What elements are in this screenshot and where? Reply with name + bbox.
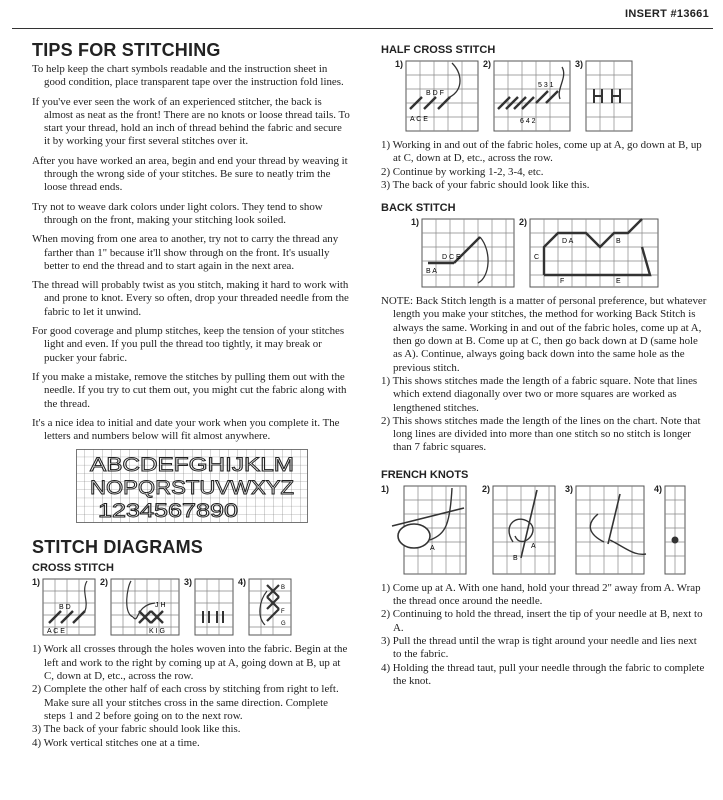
svg-text:C: C [534, 254, 540, 262]
fig-number: 4) [238, 577, 247, 588]
french-fig-2 [482, 484, 561, 576]
french-fig-1 [381, 484, 478, 576]
french-fig-4 [654, 484, 687, 576]
step: 1) Work all crosses through the holes woven into the fabric. Begin at the left and work to the right by coming up at A, going down at B, up at C, down at D, etc., across the row. [32, 643, 348, 683]
tip-paragraph: For good coverage and plump stitches, keep the tension of your stitches light and even. If you pull the thread too tightly, it may break or pucker your fabric. [32, 325, 345, 364]
tip-paragraph: After you have worked an area, begin and end your thread by weaving it through the wrong side of your stitches. Be sure to neatly trim the loose thread ends. [32, 154, 348, 194]
french-fig-3 [565, 484, 650, 576]
svg-text:A: A [531, 542, 536, 550]
fig-number: 2) [483, 59, 492, 69]
alphabet-row: NOPQRSTUVWXYZ [90, 478, 295, 500]
step: 3) The back of your fabric should look like this. [32, 723, 241, 736]
fig-number: 4) [654, 483, 663, 494]
stitch-diagrams-title: STITCH DIAGRAMS [32, 537, 203, 558]
fig-number: 2) [519, 217, 528, 228]
svg-text:5 3 1: 5 3 1 [538, 82, 554, 89]
fig-number: 1) [381, 483, 390, 494]
fig-number: 3) [575, 59, 584, 69]
step: 1) Come up at A. With one hand, hold your thread 2" away from A. Wrap the thread once around the needle. [381, 581, 701, 608]
insert-number: INSERT #13661 [625, 8, 709, 20]
back-stitch-fig-1 [411, 217, 516, 289]
svg-text:A: A [430, 544, 435, 552]
tip-paragraph: If you've ever seen the work of an experienced stitcher, the back is almost as neat as the front! There are no knots or loose thread tails. To start your thread, hold an inch of thread behind the fabric and secure it by working your first several stitches over it. [32, 95, 350, 148]
tip-paragraph: If you make a mistake, remove the stitches by pulling them out with the needle. If you try to cut them out, you might cut the fabric along with the thread. [32, 370, 347, 410]
cross-fig-3 [184, 577, 235, 637]
svg-text:B D F: B D F [426, 90, 444, 97]
french-knots-steps [381, 582, 707, 688]
tip-paragraph: To help keep the chart symbols readable and the instruction sheet in good condition, place transparent tape over the instruction fold lines. [32, 63, 344, 89]
step: 2) Continuing to hold the thread, insert the tip of your needle at B, next to A. [381, 608, 703, 634]
tips-title: TIPS FOR STITCHING [32, 40, 221, 60]
half-cross-fig-2 [483, 59, 572, 133]
svg-text:A C E: A C E [47, 628, 65, 636]
svg-text:D C E: D C E [442, 254, 461, 262]
alphabet-chart [76, 449, 350, 523]
svg-text:B: B [513, 554, 518, 562]
fig-number: 1) [32, 577, 41, 588]
svg-text:K I G: K I G [149, 628, 165, 636]
alphabet-row: ABCDEFGHIJKLM [90, 455, 294, 477]
svg-text:B D: B D [59, 604, 71, 612]
cross-stitch-steps [32, 643, 350, 749]
fig-number: 1) [395, 59, 404, 69]
svg-text:B: B [616, 238, 621, 246]
svg-text:D A: D A [562, 238, 574, 246]
svg-text:E: E [616, 278, 621, 286]
step: 1) Working in and out of the fabric holes, come up at A, go down at B, up at C, down at D, etc., across the row. [381, 139, 702, 165]
step: 3) Pull the thread until the wrap is tight around your needle and lies next to the fabric. [381, 634, 697, 661]
svg-text:J H: J H [155, 602, 166, 610]
half-cross-fig-3 [575, 59, 634, 133]
cross-stitch-heading: CROSS STITCH [32, 562, 114, 575]
tip-paragraph: It's a nice idea to initial and date your work when you complete it. The letters and numbers below will fit almost anywhere. [32, 416, 340, 443]
cross-fig-1 [32, 577, 97, 637]
cross-stitch-figures [32, 577, 350, 637]
fig-number: 2) [482, 483, 491, 494]
step: 3) The back of your fabric should look like this. [381, 178, 590, 191]
back-stitch-note: NOTE: Back Stitch length is a matter of personal preference, but whatever length you make your stitches, the method for working Back Stitch is always the same. Working in and out of the fabric holes, come up at A, then go down at B. Come up at C, then go back down at D (same hole as A). Continue, always going back down into the same hole as the previous stitch. [381, 295, 707, 374]
cross-fig-4 [238, 577, 293, 637]
left-column [32, 40, 350, 750]
svg-text:B A: B A [426, 268, 437, 276]
tip-paragraph: The thread will probably twist as you stitch, making it hard to work with and prone to knot. Every so often, drop your threaded needle from the fabric to let it unwind. [32, 279, 349, 318]
step: 2) This shows stitches made the length of the lines on the chart. Note that long lines are divided into more than one stitch so no stitch is longer than 7 fabric squares. [381, 414, 701, 454]
back-stitch-heading: BACK STITCH [381, 202, 456, 215]
fig-number: 3) [184, 577, 193, 588]
back-stitch-fig-2 [519, 217, 660, 289]
half-cross-figures [395, 59, 707, 133]
step: 2) Complete the other half of each cross by stitching from right to left. Make sure all your stitches cross in the same direction. Complete steps 1 and 2 before going on to the next row. [32, 683, 339, 722]
half-cross-fig-1 [395, 59, 480, 133]
tip-paragraph: When moving from one area to another, try not to carry the thread any farther than 1" because it'll show through on the front. It's usually better to end the thread and to start again in the next area. [32, 233, 339, 272]
step: 1) This shows stitches made the length of a fabric square. Note that lines which extend diagonally over two or more squares are worked as lengthened stitches. [381, 374, 698, 414]
svg-text:G: G [281, 621, 286, 628]
half-cross-heading: HALF CROSS STITCH [381, 44, 496, 56]
header-rule [12, 28, 713, 29]
back-stitch-figures [411, 217, 707, 289]
svg-text:B: B [281, 585, 286, 592]
svg-text:F: F [281, 609, 285, 616]
svg-text:6 4 2: 6 4 2 [520, 118, 536, 125]
cross-fig-2 [100, 577, 181, 637]
french-knots-heading: FRENCH KNOTS [381, 468, 469, 481]
svg-text:A C E: A C E [410, 116, 428, 123]
alphabet-row: 1234567890 [98, 501, 238, 523]
fig-number: 3) [565, 483, 574, 494]
step: 2) Continue by working 1-2, 3-4, etc. [381, 165, 544, 178]
right-column [381, 40, 707, 688]
svg-text:F: F [560, 278, 565, 286]
half-cross-steps [381, 139, 707, 192]
step: 4) Work vertical stitches one at a time. [32, 736, 200, 749]
fig-number: 2) [100, 577, 109, 588]
step: 4) Holding the thread taut, pull your needle through the fabric to complete the knot. [381, 661, 705, 687]
tip-paragraph: Try not to weave dark colors under light colors. They tend to show through on the front, making your stitching look soiled. [32, 200, 323, 226]
fig-number: 1) [411, 217, 420, 228]
french-knots-figures [381, 484, 707, 576]
back-stitch-steps [381, 375, 707, 455]
